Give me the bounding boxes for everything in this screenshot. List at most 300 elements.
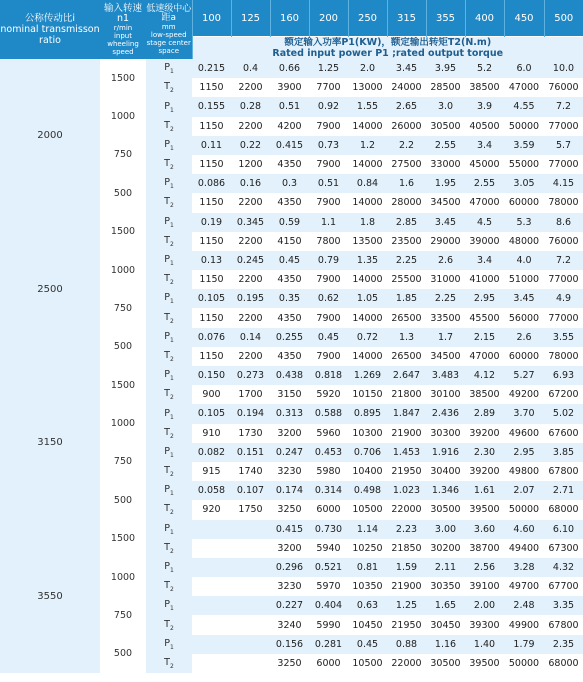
power-value: 2.23 bbox=[387, 520, 426, 539]
torque-value: 1150 bbox=[192, 193, 231, 212]
torque-value: 1150 bbox=[192, 270, 231, 289]
torque-value: 4350 bbox=[270, 193, 309, 212]
speed-cell: 1000 bbox=[100, 404, 146, 442]
torque-value bbox=[192, 654, 231, 673]
power-value: 1.25 bbox=[309, 59, 348, 78]
torque-value: 68000 bbox=[544, 500, 583, 519]
torque-value: 7800 bbox=[309, 232, 348, 251]
power-value: 0.076 bbox=[192, 328, 231, 347]
torque-value: 47000 bbox=[465, 347, 504, 366]
power-value: 2.56 bbox=[465, 558, 504, 577]
torque-value: 77000 bbox=[544, 117, 583, 136]
torque-value: 33500 bbox=[426, 308, 465, 327]
torque-value: 13000 bbox=[348, 78, 387, 97]
torque-value: 67600 bbox=[544, 424, 583, 443]
torque-value: 50000 bbox=[504, 500, 544, 519]
power-value bbox=[231, 596, 270, 615]
power-value: 0.273 bbox=[231, 366, 270, 385]
power-value: 0.314 bbox=[309, 481, 348, 500]
torque-value: 4150 bbox=[270, 232, 309, 251]
speed-cell: 1000 bbox=[100, 251, 146, 289]
torque-value: 26500 bbox=[387, 308, 426, 327]
speed-cell: 750 bbox=[100, 596, 146, 634]
torque-value: 38700 bbox=[465, 539, 504, 558]
size-header: 250 bbox=[348, 0, 387, 37]
torque-value: 10500 bbox=[348, 500, 387, 519]
power-value: 1.55 bbox=[348, 97, 387, 116]
torque-value: 55000 bbox=[504, 155, 544, 174]
power-value: 2.85 bbox=[387, 213, 426, 232]
torque-label: $T_2$ bbox=[146, 193, 192, 212]
torque-label: $T_2$ bbox=[146, 500, 192, 519]
power-value: 1.269 bbox=[348, 366, 387, 385]
torque-value: 10350 bbox=[348, 577, 387, 596]
torque-value: 1200 bbox=[231, 155, 270, 174]
power-value: 2.95 bbox=[504, 443, 544, 462]
power-value: 0.313 bbox=[270, 404, 309, 423]
torque-value: 28000 bbox=[387, 193, 426, 212]
power-value: 2.00 bbox=[465, 596, 504, 615]
power-label: $P_1$ bbox=[146, 136, 192, 155]
power-value: 0.73 bbox=[309, 136, 348, 155]
torque-value: 5990 bbox=[309, 615, 348, 634]
size-header: 160 bbox=[270, 0, 309, 37]
unit-header bbox=[192, 37, 583, 60]
power-label: $P_1$ bbox=[146, 213, 192, 232]
torque-value: 1150 bbox=[192, 78, 231, 97]
torque-value: 7900 bbox=[309, 347, 348, 366]
torque-value: 5960 bbox=[309, 424, 348, 443]
torque-value: 50000 bbox=[504, 117, 544, 136]
speed-cell: 1000 bbox=[100, 558, 146, 596]
power-value: 3.05 bbox=[504, 174, 544, 193]
torque-value: 30300 bbox=[426, 424, 465, 443]
power-value: 3.9 bbox=[465, 97, 504, 116]
torque-value bbox=[231, 577, 270, 596]
size-header: 500 bbox=[544, 0, 583, 37]
power-value: 1.1 bbox=[309, 213, 348, 232]
power-value: 3.00 bbox=[426, 520, 465, 539]
torque-value: 30450 bbox=[426, 615, 465, 634]
torque-value: 22000 bbox=[387, 654, 426, 673]
power-value: 0.245 bbox=[231, 251, 270, 270]
power-value: 0.105 bbox=[192, 404, 231, 423]
power-value: 0.438 bbox=[270, 366, 309, 385]
power-value: 0.19 bbox=[192, 213, 231, 232]
torque-value: 31000 bbox=[426, 270, 465, 289]
power-value: 0.14 bbox=[231, 328, 270, 347]
torque-value: 39200 bbox=[465, 462, 504, 481]
power-value: 0.227 bbox=[270, 596, 309, 615]
torque-value: 34500 bbox=[426, 193, 465, 212]
torque-value: 4200 bbox=[270, 117, 309, 136]
power-value: 1.95 bbox=[426, 174, 465, 193]
power-label: $P_1$ bbox=[146, 558, 192, 577]
torque-value: 915 bbox=[192, 462, 231, 481]
power-value: 5.2 bbox=[465, 59, 504, 78]
torque-value: 67800 bbox=[544, 615, 583, 634]
torque-value: 23500 bbox=[387, 232, 426, 251]
speed-cell: 500 bbox=[100, 481, 146, 519]
torque-value: 1730 bbox=[231, 424, 270, 443]
center-header-unit: mm bbox=[161, 22, 176, 31]
power-value: 0.45 bbox=[348, 635, 387, 654]
power-value: 4.12 bbox=[465, 366, 504, 385]
power-value: 0.3 bbox=[270, 174, 309, 193]
torque-value: 7900 bbox=[309, 308, 348, 327]
torque-value: 45500 bbox=[465, 308, 504, 327]
table-body bbox=[0, 59, 583, 673]
torque-value: 78000 bbox=[544, 193, 583, 212]
power-label: $P_1$ bbox=[146, 596, 192, 615]
ratio-cell: 3550 bbox=[0, 520, 100, 674]
power-value: 3.45 bbox=[387, 59, 426, 78]
power-value: 1.6 bbox=[387, 174, 426, 193]
torque-value: 30400 bbox=[426, 462, 465, 481]
torque-value: 26000 bbox=[387, 117, 426, 136]
torque-value: 78000 bbox=[544, 347, 583, 366]
power-value: 0.105 bbox=[192, 289, 231, 308]
torque-value: 2200 bbox=[231, 117, 270, 136]
power-value: 1.85 bbox=[387, 289, 426, 308]
torque-value: 1150 bbox=[192, 155, 231, 174]
power-value: 0.215 bbox=[192, 59, 231, 78]
power-value: 3.28 bbox=[504, 558, 544, 577]
torque-value: 1740 bbox=[231, 462, 270, 481]
power-label: $P_1$ bbox=[146, 59, 192, 78]
table-row bbox=[0, 520, 583, 539]
torque-value: 7900 bbox=[309, 193, 348, 212]
speed-cell: 750 bbox=[100, 443, 146, 481]
size-header: 315 bbox=[387, 0, 426, 37]
torque-value: 2200 bbox=[231, 270, 270, 289]
power-value: 0.45 bbox=[270, 251, 309, 270]
power-value: 2.55 bbox=[465, 174, 504, 193]
torque-value: 39100 bbox=[465, 577, 504, 596]
ratio-header-cn: 公称传动比i bbox=[24, 13, 76, 24]
power-label: $P_1$ bbox=[146, 251, 192, 270]
torque-value: 76000 bbox=[544, 232, 583, 251]
torque-label: $T_2$ bbox=[146, 78, 192, 97]
power-value: 10.0 bbox=[544, 59, 583, 78]
power-value bbox=[192, 596, 231, 615]
torque-label: $T_2$ bbox=[146, 117, 192, 136]
torque-label: $T_2$ bbox=[146, 155, 192, 174]
torque-value: 7700 bbox=[309, 78, 348, 97]
power-value: 3.45 bbox=[426, 213, 465, 232]
torque-value: 21950 bbox=[387, 462, 426, 481]
power-value: 1.3 bbox=[387, 328, 426, 347]
torque-value: 14000 bbox=[348, 193, 387, 212]
power-value: 0.345 bbox=[231, 213, 270, 232]
power-value: 0.150 bbox=[192, 366, 231, 385]
torque-label: $T_2$ bbox=[146, 615, 192, 634]
torque-value: 10250 bbox=[348, 539, 387, 558]
power-value: 0.082 bbox=[192, 443, 231, 462]
power-value: 1.023 bbox=[387, 481, 426, 500]
power-value: 1.2 bbox=[348, 136, 387, 155]
speed-cell: 500 bbox=[100, 328, 146, 366]
torque-value: 49600 bbox=[504, 424, 544, 443]
ratio-cell: 3150 bbox=[0, 366, 100, 520]
speed-cell: 750 bbox=[100, 289, 146, 327]
power-value bbox=[192, 635, 231, 654]
torque-value: 68000 bbox=[544, 654, 583, 673]
power-value: 2.6 bbox=[504, 328, 544, 347]
power-value: 2.48 bbox=[504, 596, 544, 615]
speed-cell: 1500 bbox=[100, 520, 146, 558]
power-value: 3.35 bbox=[544, 596, 583, 615]
torque-value: 7900 bbox=[309, 155, 348, 174]
power-value: 0.88 bbox=[387, 635, 426, 654]
power-value: 2.647 bbox=[387, 366, 426, 385]
torque-value: 38500 bbox=[465, 78, 504, 97]
torque-value: 21950 bbox=[387, 615, 426, 634]
power-value: 0.588 bbox=[309, 404, 348, 423]
speed-header bbox=[100, 0, 146, 59]
torque-value: 2200 bbox=[231, 193, 270, 212]
ratio-header bbox=[0, 0, 100, 59]
torque-value: 49900 bbox=[504, 615, 544, 634]
torque-value: 3230 bbox=[270, 462, 309, 481]
torque-value: 49200 bbox=[504, 385, 544, 404]
power-label: $P_1$ bbox=[146, 443, 192, 462]
power-value bbox=[231, 635, 270, 654]
torque-value: 29000 bbox=[426, 232, 465, 251]
torque-value: 30500 bbox=[426, 117, 465, 136]
torque-value: 21900 bbox=[387, 577, 426, 596]
speed-cell: 1500 bbox=[100, 366, 146, 404]
torque-value: 21900 bbox=[387, 424, 426, 443]
torque-value: 67700 bbox=[544, 577, 583, 596]
power-value: 3.483 bbox=[426, 366, 465, 385]
torque-value: 1150 bbox=[192, 308, 231, 327]
torque-value bbox=[231, 654, 270, 673]
power-value: 6.10 bbox=[544, 520, 583, 539]
torque-value: 30350 bbox=[426, 577, 465, 596]
power-value: 3.70 bbox=[504, 404, 544, 423]
power-value: 0.16 bbox=[231, 174, 270, 193]
power-value: 0.22 bbox=[231, 136, 270, 155]
torque-value: 7900 bbox=[309, 117, 348, 136]
power-value: 4.9 bbox=[544, 289, 583, 308]
center-header-en: low-speed stage center space bbox=[146, 30, 191, 55]
power-value: 3.0 bbox=[426, 97, 465, 116]
torque-label: $T_2$ bbox=[146, 462, 192, 481]
power-value: 0.296 bbox=[270, 558, 309, 577]
power-value: 8.6 bbox=[544, 213, 583, 232]
power-value: 4.55 bbox=[504, 97, 544, 116]
power-value: 0.28 bbox=[231, 97, 270, 116]
power-value: 0.195 bbox=[231, 289, 270, 308]
power-label: $P_1$ bbox=[146, 481, 192, 500]
torque-value: 3150 bbox=[270, 385, 309, 404]
torque-label: $T_2$ bbox=[146, 424, 192, 443]
torque-value: 6000 bbox=[309, 500, 348, 519]
power-value: 5.7 bbox=[544, 136, 583, 155]
power-value bbox=[192, 558, 231, 577]
power-value: 3.95 bbox=[426, 59, 465, 78]
power-label: $P_1$ bbox=[146, 289, 192, 308]
power-value: 4.60 bbox=[504, 520, 544, 539]
power-value: 2.07 bbox=[504, 481, 544, 500]
power-value: 2.6 bbox=[426, 251, 465, 270]
torque-value: 47000 bbox=[465, 193, 504, 212]
power-label: $P_1$ bbox=[146, 404, 192, 423]
torque-value: 60000 bbox=[504, 193, 544, 212]
torque-value: 3900 bbox=[270, 78, 309, 97]
size-header: 450 bbox=[504, 0, 544, 37]
power-value: 0.79 bbox=[309, 251, 348, 270]
torque-value: 27500 bbox=[387, 155, 426, 174]
power-value: 1.65 bbox=[426, 596, 465, 615]
power-value: 0.818 bbox=[309, 366, 348, 385]
power-value: 0.62 bbox=[309, 289, 348, 308]
power-value: 3.55 bbox=[544, 328, 583, 347]
torque-value: 67200 bbox=[544, 385, 583, 404]
speed-cell: 1500 bbox=[100, 213, 146, 251]
power-value: 0.81 bbox=[348, 558, 387, 577]
power-value: 2.2 bbox=[387, 136, 426, 155]
power-value: 0.63 bbox=[348, 596, 387, 615]
power-value: 6.0 bbox=[504, 59, 544, 78]
power-value: 0.66 bbox=[270, 59, 309, 78]
size-header: 355 bbox=[426, 0, 465, 37]
torque-value: 3250 bbox=[270, 654, 309, 673]
torque-value: 39300 bbox=[465, 615, 504, 634]
power-value: 1.35 bbox=[348, 251, 387, 270]
torque-value: 2200 bbox=[231, 232, 270, 251]
power-value: 2.35 bbox=[544, 635, 583, 654]
power-value: 0.45 bbox=[309, 328, 348, 347]
power-value: 1.453 bbox=[387, 443, 426, 462]
power-value: 5.02 bbox=[544, 404, 583, 423]
power-value: 3.4 bbox=[465, 136, 504, 155]
size-header: 400 bbox=[465, 0, 504, 37]
torque-value: 13500 bbox=[348, 232, 387, 251]
power-value: 2.436 bbox=[426, 404, 465, 423]
power-value: 2.15 bbox=[465, 328, 504, 347]
table-row bbox=[0, 366, 583, 385]
size-header: 125 bbox=[231, 0, 270, 37]
power-value: 1.916 bbox=[426, 443, 465, 462]
power-value: 0.92 bbox=[309, 97, 348, 116]
torque-value: 48000 bbox=[504, 232, 544, 251]
speed-cell: 500 bbox=[100, 635, 146, 673]
torque-label: $T_2$ bbox=[146, 270, 192, 289]
power-value: 1.25 bbox=[387, 596, 426, 615]
torque-value: 41000 bbox=[465, 270, 504, 289]
torque-value: 30500 bbox=[426, 654, 465, 673]
power-value: 0.35 bbox=[270, 289, 309, 308]
torque-value bbox=[192, 615, 231, 634]
power-value: 0.415 bbox=[270, 520, 309, 539]
power-value: 2.30 bbox=[465, 443, 504, 462]
table-row bbox=[0, 213, 583, 232]
torque-label: $T_2$ bbox=[146, 232, 192, 251]
power-value: 0.107 bbox=[231, 481, 270, 500]
power-value: 0.247 bbox=[270, 443, 309, 462]
power-value: 4.32 bbox=[544, 558, 583, 577]
speed-cell: 1000 bbox=[100, 97, 146, 135]
power-value: 7.2 bbox=[544, 97, 583, 116]
power-value: 4.0 bbox=[504, 251, 544, 270]
torque-value: 26500 bbox=[387, 347, 426, 366]
power-value: 2.55 bbox=[426, 136, 465, 155]
speed-cell: 500 bbox=[100, 174, 146, 212]
torque-value: 1750 bbox=[231, 500, 270, 519]
power-label: $P_1$ bbox=[146, 174, 192, 193]
power-label: $P_1$ bbox=[146, 520, 192, 539]
torque-value: 14000 bbox=[348, 347, 387, 366]
torque-label: $T_2$ bbox=[146, 385, 192, 404]
power-value bbox=[231, 520, 270, 539]
torque-value: 33000 bbox=[426, 155, 465, 174]
torque-value: 2200 bbox=[231, 347, 270, 366]
torque-value: 34500 bbox=[426, 347, 465, 366]
torque-value: 28500 bbox=[426, 78, 465, 97]
power-value: 1.7 bbox=[426, 328, 465, 347]
power-value: 2.95 bbox=[465, 289, 504, 308]
torque-value: 3200 bbox=[270, 424, 309, 443]
power-value: 0.706 bbox=[348, 443, 387, 462]
torque-value: 4350 bbox=[270, 270, 309, 289]
power-value: 1.59 bbox=[387, 558, 426, 577]
torque-value: 5970 bbox=[309, 577, 348, 596]
power-value: 3.85 bbox=[544, 443, 583, 462]
power-value: 2.71 bbox=[544, 481, 583, 500]
torque-value: 1150 bbox=[192, 117, 231, 136]
center-header-cn: 低速级中心距a bbox=[146, 3, 192, 23]
power-value: 1.847 bbox=[387, 404, 426, 423]
torque-value bbox=[231, 615, 270, 634]
power-value: 0.51 bbox=[309, 174, 348, 193]
torque-value: 10450 bbox=[348, 615, 387, 634]
torque-value: 10300 bbox=[348, 424, 387, 443]
speed-cell: 750 bbox=[100, 136, 146, 174]
size-header: 100 bbox=[192, 0, 231, 37]
power-value: 0.086 bbox=[192, 174, 231, 193]
power-label: $P_1$ bbox=[146, 328, 192, 347]
torque-value: 77000 bbox=[544, 270, 583, 289]
power-value: 0.281 bbox=[309, 635, 348, 654]
power-value bbox=[231, 558, 270, 577]
torque-label: $T_2$ bbox=[146, 347, 192, 366]
speed-cell: 1500 bbox=[100, 59, 146, 97]
torque-label: $T_2$ bbox=[146, 539, 192, 558]
torque-value: 1700 bbox=[231, 385, 270, 404]
speed-header-en: input wheeling speed bbox=[107, 31, 139, 56]
torque-value: 900 bbox=[192, 385, 231, 404]
torque-value: 3230 bbox=[270, 577, 309, 596]
torque-value: 6000 bbox=[309, 654, 348, 673]
torque-value: 3200 bbox=[270, 539, 309, 558]
power-value: 2.65 bbox=[387, 97, 426, 116]
torque-value: 56000 bbox=[504, 308, 544, 327]
power-value: 0.155 bbox=[192, 97, 231, 116]
torque-value: 920 bbox=[192, 500, 231, 519]
unit-header-cn: 额定输入功率P1(KW)，额定输出转矩T2(N.m) bbox=[284, 37, 492, 48]
torque-value: 14000 bbox=[348, 308, 387, 327]
torque-value: 49800 bbox=[504, 462, 544, 481]
power-value: 0.415 bbox=[270, 136, 309, 155]
torque-value: 49400 bbox=[504, 539, 544, 558]
torque-value: 24000 bbox=[387, 78, 426, 97]
size-header: 200 bbox=[309, 0, 348, 37]
power-value: 2.0 bbox=[348, 59, 387, 78]
torque-value: 5920 bbox=[309, 385, 348, 404]
torque-value: 5980 bbox=[309, 462, 348, 481]
